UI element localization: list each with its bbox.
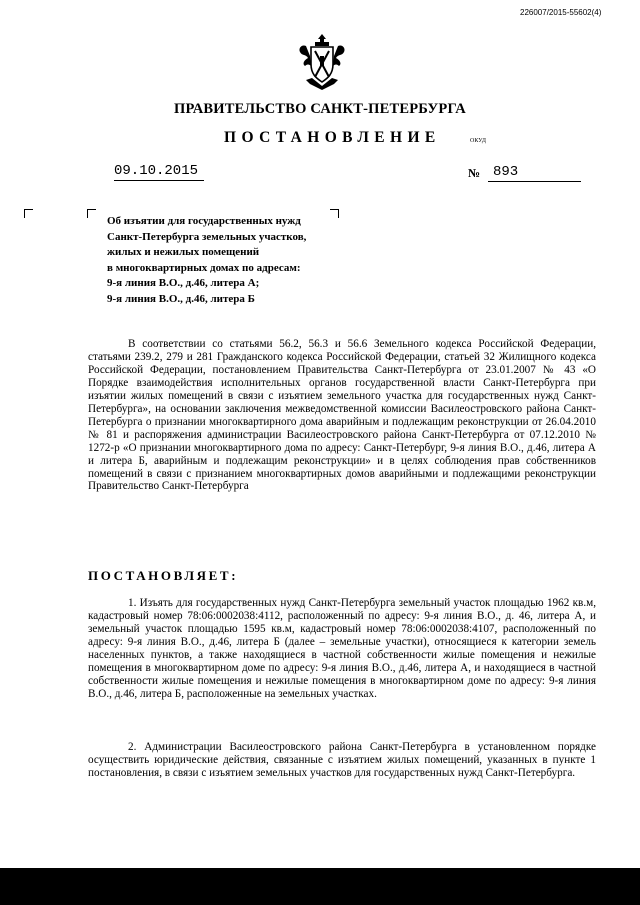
resolves-heading: ПОСТАНОВЛЯЕТ:	[88, 568, 239, 583]
margin-corner-mark	[24, 209, 33, 218]
number-label: №	[468, 166, 481, 180]
preamble-paragraph	[88, 338, 596, 493]
subject-line: 9-я линия В.О., д.46, литера Б	[107, 292, 255, 305]
subject-line: Об изъятии для государственных нужд	[107, 215, 301, 227]
subject-bracket-left	[87, 209, 96, 218]
preamble-text: В соответствии со статьями 56.2, 56.3 и 56.6 Земельного кодекса Российской Федерации, статьями 239.2, 279 и 281 Гражданского кодекса Российской Федерации, статьей 32 Жилищного кодекса Российской Федерации, постановлением Правительства Санкт-Петербурга от 23.01.2007 № 43 «О Порядке взаимодействия исполнительных органов государственной власти Санкт-Петербурга при изъятии жилых помещений в связи с изъятием земельного участка для государственных нужд Санкт-Петербурга», на основании заключения межведомственной комиссии Василеостровского района Санкт-Петербурга о признании многоквартирного дома аварийным и подлежащим реконструкции от 26.04.2010 № 81 и распоряжения администрации Василеостровского района Санкт-Петербурга от 07.12.2010 № 1272-р «О признании многоквартирного дома по адресу: Санкт-Петербург, 9-я линия В.О., д.46, литера А и литера Б, аварийным и подлежащим реконструкции» и в целях соблюдения прав собственников помещений в связи с признанием многоквартирных домов аварийными и подлежащими реконструкции Правительство Санкт-Петербурга	[88, 338, 596, 493]
coat-of-arms-icon	[296, 34, 348, 90]
subject-line: жилых и нежилых помещений	[107, 246, 260, 258]
scan-bottom-edge	[0, 868, 640, 905]
decree-subject	[107, 214, 357, 307]
subject-line: в многоквартирных домах по адресам:	[107, 261, 301, 274]
subject-line: 9-я линия В.О., д.46, литера А;	[107, 277, 260, 289]
subject-line: Санкт-Петербурга земельных участков,	[107, 230, 307, 243]
decree-date: 09.10.2015	[114, 163, 204, 181]
decree-title: ПОСТАНОВЛЕНИЕ	[224, 129, 441, 146]
document-id: 226007/2015-55602(4)	[520, 8, 602, 17]
government-title: ПРАВИТЕЛЬСТВО САНКТ-ПЕТЕРБУРГА	[174, 101, 466, 117]
item-2-paragraph	[88, 741, 596, 780]
item-2-text: 2. Администрации Василеостровского района Санкт-Петербурга в установленном порядке осуществить юридические действия, связанные с изъятием жилых помещений, указанных в пункте 1 постановления, в связи с изъятием земельных участков для государственных нужд Санкт-Петербурга.	[88, 741, 596, 779]
decree-number: 893	[488, 164, 581, 182]
item-1-paragraph	[88, 597, 596, 701]
item-1-text: 1. Изъять для государственных нужд Санкт-Петербурга земельный участок площадью 1962 кв.м, кадастровый номер 78:06:0002038:4112, расположенный по адресу: 9-я линия В.О., д. 46, литера А, и земельный участок площадью 1595 кв.м, кадастровый номер 78:06:0002038:4107, расположенный по адресу: 9-я линия В.О., д.46, литера Б (далее – земельные участки), относящиеся к категории земель населенных пунктов, а также находящиеся в частной собственности жилые помещения и нежилые помещения в многоквартирном доме по адресу: 9-я линия В.О., д.46, литера А, и находящиеся в частной собственности жилые помещения и нежилые помещения в многоквартирном доме по адресу: 9-я линия В.О., д.46, литера Б, расположенные на земельных участках.	[88, 597, 596, 700]
okud-label: ОКУД	[470, 138, 486, 144]
